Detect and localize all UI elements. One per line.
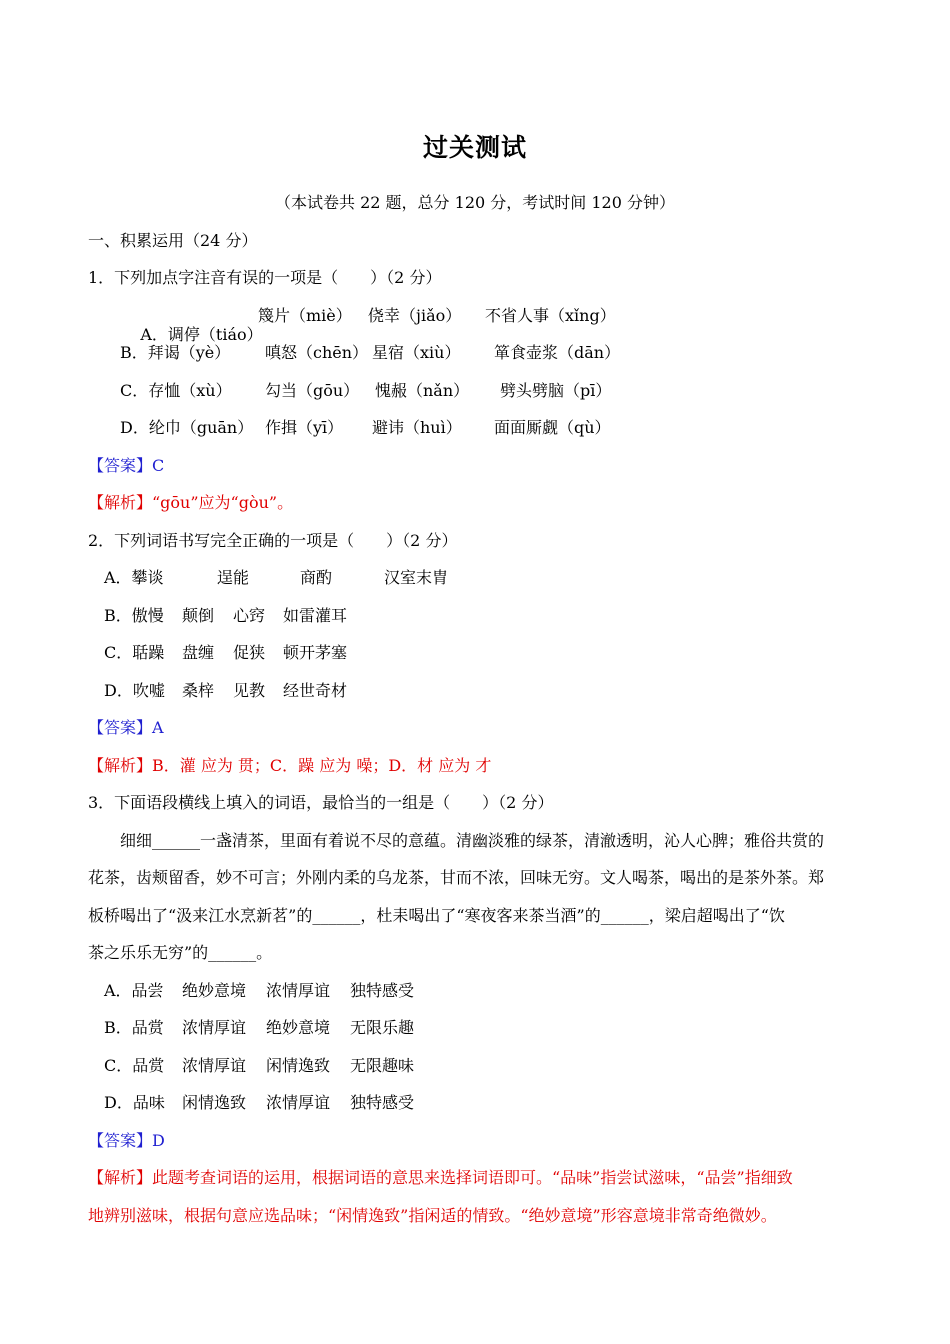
option-part: 心窍 — [233, 606, 266, 625]
option-part: 避讳（huì） — [372, 418, 462, 437]
exam-info: （本试卷共 22 题，总分 120 分，考试时间 120 分钟） — [275, 193, 675, 212]
q3-analysis-line: 【解析】此题考查词语的运用，根据词语的意思来选择词语即可。“品味”指尝试滋味，“品尝”指细致 — [88, 1168, 793, 1187]
q2-answer: 【答案】A — [88, 718, 164, 737]
option-part: 箪食壶浆（dān） — [494, 343, 621, 362]
option-part: 汉室末胄 — [384, 568, 449, 587]
option-part: 不省人事（xǐng） — [485, 306, 616, 325]
option-part: 劈头劈脑（pī） — [500, 381, 612, 400]
q3-answer: 【答案】D — [88, 1131, 165, 1150]
option-part: 独特感受 — [350, 981, 415, 1000]
q2-option-b: B．傲慢 — [104, 606, 164, 625]
option-part: 面面厮觑（qù） — [494, 418, 611, 437]
option-part: 星宿（xiù） — [372, 343, 461, 362]
option-part: 愧赧（nǎn） — [375, 381, 470, 400]
q2-option-d: D．吹嘘 — [104, 681, 165, 700]
option-part: 促狭 — [233, 643, 266, 662]
q3-option-c: C．品赏 — [104, 1056, 165, 1075]
q2-analysis: 【解析】B．灌 应为 贯；C．躁 应为 噪；D．材 应为 才 — [88, 756, 492, 775]
option-part: 如雷灌耳 — [283, 606, 348, 625]
page-title: 过关测试 — [422, 133, 527, 162]
option-part: 无限乐趣 — [350, 1018, 415, 1037]
option-part: 浓情厚谊 — [266, 981, 331, 1000]
q3-passage-line: 细细______一盏清茶，里面有着说不尽的意蕴。清幽淡雅的绿茶，清澈透明，沁人心脾；雅俗共赏的 — [88, 831, 825, 850]
q1-option-d: D．纶巾（guān） — [120, 418, 254, 437]
option-part: 无限趣味 — [350, 1056, 415, 1075]
option-part: 顿开茅塞 — [283, 643, 348, 662]
option-part: 商酌 — [300, 568, 333, 587]
option-part: 勾当（gōu） — [265, 381, 360, 400]
q1-answer: 【答案】C — [88, 456, 165, 475]
option-part: 逞能 — [217, 568, 250, 587]
q3-option-a: A．品尝 — [104, 981, 164, 1000]
option-part: 盘缠 — [182, 643, 215, 662]
option-part: 绝妙意境 — [182, 981, 247, 1000]
q1-option-c: C．存恤（xù） — [120, 381, 232, 400]
q1-analysis: 【解析】“gōu”应为“gòu”。 — [88, 493, 294, 512]
q2-option-a: A．攀谈 — [104, 568, 164, 587]
option-part: 侥幸（jiǎo） — [368, 306, 462, 325]
option-part: A．调停（tiáo） — [140, 325, 263, 344]
q3-analysis-line: 地辨别滋味，根据句意应选品味；“闲情逸致”指闲适的情致。“绝妙意境”形容意境非常奇绝微妙。 — [88, 1206, 777, 1225]
option-part: 嗔怒（chēn） — [265, 343, 369, 362]
section-heading: 一、积累运用（24 分） — [88, 231, 258, 250]
q3-passage-line: 茶之乐乐无穷”的______。 — [88, 943, 273, 962]
option-part: 作揖（yī） — [265, 418, 344, 437]
option-part: 颠倒 — [182, 606, 215, 625]
q3-option-d: D．品味 — [104, 1093, 165, 1112]
q3-option-b: B．品赏 — [104, 1018, 164, 1037]
option-part: 绝妙意境 — [266, 1018, 331, 1037]
option-part: 桑梓 — [182, 681, 215, 700]
option-part: 独特感受 — [350, 1093, 415, 1112]
option-part: 浓情厚谊 — [182, 1018, 247, 1037]
option-part: 浓情厚谊 — [266, 1093, 331, 1112]
q3-stem: 3．下面语段横线上填入的词语，最恰当的一组是（ ）（2 分） — [88, 793, 554, 812]
q2-option-c: C．聒躁 — [104, 643, 165, 662]
q3-passage-line: 板桥喝出了“汲来江水烹新茗”的______，杜耒喝出了“寒夜客来茶当酒”的______，梁启超喝出了“饮 — [88, 906, 785, 925]
q1-stem: 1．下列加点字注音有误的一项是（ ）（2 分） — [88, 268, 442, 287]
option-part: 闲情逸致 — [182, 1093, 247, 1112]
option-part: 闲情逸致 — [266, 1056, 331, 1075]
option-part: 浓情厚谊 — [182, 1056, 247, 1075]
option-part: 篾片（miè） — [258, 306, 352, 325]
option-part: 经世奇材 — [283, 681, 348, 700]
option-part: 见教 — [233, 681, 266, 700]
q1-option-b: B．拜谒（yè） — [120, 343, 231, 362]
q3-passage-line: 花茶，齿颊留香，妙不可言；外刚内柔的乌龙茶，甘而不浓，回味无穷。文人喝茶，喝出的是茶外茶。郑 — [88, 868, 825, 887]
q2-stem: 2．下列词语书写完全正确的一项是（ ）（2 分） — [88, 531, 458, 550]
